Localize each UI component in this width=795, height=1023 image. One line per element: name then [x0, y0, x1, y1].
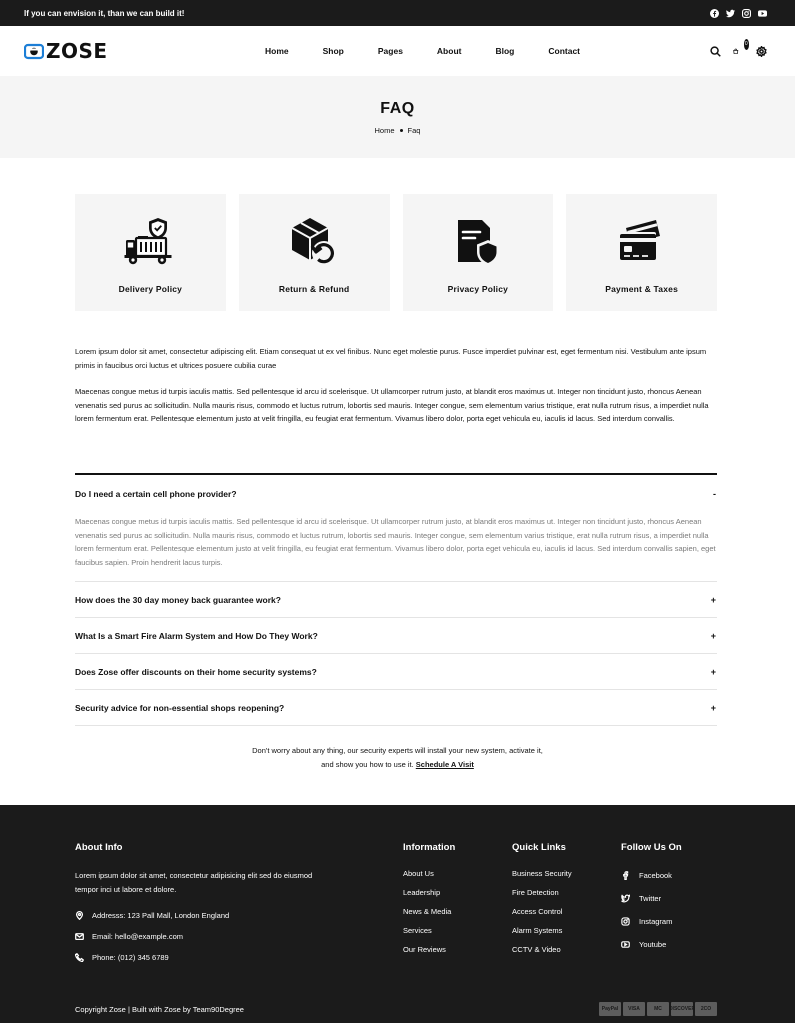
- top-social-links: [710, 9, 767, 18]
- nav-shop[interactable]: Shop: [322, 46, 344, 56]
- faq-question[interactable]: [75, 690, 717, 725]
- cta-text: and show you how to use it.: [321, 760, 414, 769]
- cta-line: [0, 758, 795, 772]
- site-header: [0, 26, 795, 76]
- footer-link-news-media[interactable]: News & Media: [403, 907, 452, 916]
- twitter-icon[interactable]: [726, 9, 735, 18]
- social-label: Facebook: [639, 870, 672, 880]
- intro-paragraph: Maecenas congue metus id turpis iaculis mattis. Sed pellentesque id arcu id scelerisque. Ut ullamcorper rutrum justo, at blandit eros maximus ut. Integer non tincidunt justo, rhoncus Aenean venenatis sed purus ac sollicitudin. Nulla mauris risus, commodo et luctus rutrum, lobortis sed mauris. Integer congue, sem elementum varius tristique, erat nulla rutrum risus, a imperdiet nulla lorem fermentum erat. Pellentesque elementum justo at velit fringilla, eu feugiat erat fermentum. Vivamus libero dolor, porta eget vehicula eu, iaculis id lacus. Sed interdum convallis.: [75, 387, 709, 423]
- page-title-banner: [0, 76, 795, 158]
- card-delivery-policy[interactable]: [75, 194, 226, 311]
- card-privacy-policy[interactable]: [403, 194, 554, 311]
- nav-home[interactable]: Home: [265, 46, 289, 56]
- footer-twitter-link[interactable]: [621, 892, 682, 904]
- intro-paragraph: Lorem ipsum dolor sit amet, consectetur adipiscing elit. Etiam consequat ut ex vel finibus. Nunc eget molestie purus. Fusce imperdiet pulvinar est, eget fermentum nisi. Vestibulum ante ipsum primis in faucibus orci luctus et ultrices posuere cubilia curae: [75, 347, 707, 370]
- footer-quick-links: [512, 842, 572, 964]
- footer-about-text: Lorem ipsum dolor sit amet, consectetur adipisicing elit sed do eiusmod tempor inci ut labore et dolore.: [75, 871, 313, 894]
- social-label: Twitter: [639, 893, 662, 903]
- address-row: [75, 910, 315, 921]
- expand-icon[interactable]: +: [710, 594, 716, 605]
- footer-link-business-security[interactable]: Business Security: [512, 869, 572, 878]
- instagram-icon: [621, 917, 630, 926]
- credit-card-icon: [616, 216, 668, 268]
- faq-question-text: Does Zose offer discounts on their home security systems?: [75, 666, 317, 677]
- social-label: Youtube: [639, 939, 667, 949]
- footer-heading: Follow Us On: [621, 842, 682, 853]
- page-title: FAQ: [380, 100, 415, 117]
- footer-link-about-us[interactable]: About Us: [403, 869, 434, 878]
- phone-icon: [75, 953, 84, 962]
- schedule-cta: [0, 744, 795, 772]
- faq-question-text: What Is a Smart Fire Alarm System and How Do They Work?: [75, 630, 318, 641]
- phone-row: [75, 952, 315, 963]
- youtube-icon[interactable]: [758, 9, 767, 18]
- nav-pages[interactable]: Pages: [377, 46, 403, 56]
- collapse-icon[interactable]: -: [713, 488, 716, 499]
- faq-question[interactable]: [75, 618, 717, 653]
- site-footer: [0, 805, 795, 1023]
- card-label: Privacy Policy: [447, 284, 509, 294]
- top-bar: [0, 0, 795, 26]
- faq-question-text: Do I need a certain cell phone provider?: [75, 488, 237, 499]
- paypal-badge: PayPal: [599, 1002, 621, 1016]
- footer-information: [403, 842, 455, 964]
- expand-icon[interactable]: +: [710, 666, 716, 677]
- faq-item: [75, 475, 717, 582]
- breadcrumb-home[interactable]: Home: [374, 126, 395, 135]
- search-icon[interactable]: [710, 46, 721, 57]
- footer-instagram-link[interactable]: [621, 915, 682, 927]
- card-label: Delivery Policy: [118, 284, 183, 294]
- privacy-shield-icon: [452, 216, 504, 268]
- footer-about: [75, 842, 315, 973]
- footer-link-leadership[interactable]: Leadership: [403, 888, 441, 897]
- nav-about[interactable]: About: [436, 46, 462, 56]
- footer-link-access-control[interactable]: Access Control: [512, 907, 563, 916]
- cart-icon[interactable]: [733, 41, 748, 57]
- discover-badge: DISCOVER: [671, 1002, 693, 1016]
- faq-item: [75, 654, 717, 690]
- card-label: Payment & Taxes: [605, 284, 678, 294]
- breadcrumb-separator: [400, 129, 403, 132]
- card-return-refund[interactable]: [239, 194, 390, 311]
- nav-blog[interactable]: Blog: [495, 46, 515, 56]
- payment-methods: [599, 1002, 717, 1016]
- faq-question-text: Security advice for non-essential shops reopening?: [75, 702, 285, 713]
- faq-item: [75, 618, 717, 654]
- faq-accordion: [75, 473, 717, 726]
- logo-text: ZOSE: [46, 39, 108, 63]
- faq-question[interactable]: [75, 475, 717, 512]
- logo-mark-icon: [24, 41, 44, 61]
- email-row: [75, 931, 315, 942]
- faq-question[interactable]: [75, 654, 717, 689]
- return-box-icon: [288, 216, 340, 268]
- footer-heading: Information: [403, 842, 456, 853]
- card-payment-taxes[interactable]: [566, 194, 717, 311]
- facebook-icon[interactable]: [710, 9, 719, 18]
- youtube-icon: [621, 940, 630, 949]
- mastercard-badge: MC: [647, 1002, 669, 1016]
- social-label: Instagram: [639, 916, 673, 926]
- cart-count-badge: 0: [744, 39, 750, 50]
- policy-cards: [75, 194, 717, 311]
- footer-facebook-link[interactable]: [621, 869, 682, 881]
- copyright-text: Copyright Zose | Built with Zose by Team90Degree: [75, 1005, 244, 1014]
- breadcrumb: [0, 126, 795, 135]
- schedule-visit-link[interactable]: Schedule A Visit: [415, 760, 474, 769]
- instagram-icon[interactable]: [742, 9, 751, 18]
- 2co-badge: 2CO: [695, 1002, 717, 1016]
- footer-heading: About Info: [75, 842, 123, 853]
- footer-link-our-reviews[interactable]: Our Reviews: [403, 945, 446, 954]
- facebook-icon: [621, 871, 630, 880]
- expand-icon[interactable]: +: [710, 702, 716, 713]
- faq-intro: [75, 345, 718, 426]
- breadcrumb-current: Faq: [407, 126, 421, 135]
- delivery-truck-icon: [124, 216, 176, 268]
- footer-heading: Quick Links: [512, 842, 566, 853]
- footer-follow: [621, 842, 682, 961]
- cta-line: Don't worry about any thing, our security experts will install your new system, activate it,: [252, 746, 543, 755]
- main-nav: [265, 26, 614, 76]
- address-text: Addresss: 123 Pall Mall, London England: [92, 911, 230, 920]
- footer-link-fire-detection[interactable]: Fire Detection: [512, 888, 559, 897]
- tagline: If you can envision it, than we can build it!: [24, 8, 185, 18]
- card-label: Return & Refund: [278, 284, 350, 294]
- twitter-icon: [621, 894, 630, 903]
- footer-link-services[interactable]: Services: [403, 926, 432, 935]
- phone-text[interactable]: Phone: (012) 345 6789: [92, 953, 169, 962]
- faq-item: [75, 690, 717, 726]
- header-actions: [710, 41, 767, 57]
- footer-link-alarm-systems[interactable]: Alarm Systems: [512, 926, 563, 935]
- location-pin-icon: [75, 911, 84, 920]
- visa-badge: VISA: [623, 1002, 645, 1016]
- mail-icon: [75, 932, 84, 941]
- expand-icon[interactable]: +: [710, 630, 716, 641]
- faq-question-text: How does the 30 day money back guarantee work?: [75, 594, 281, 605]
- faq-question[interactable]: [75, 582, 717, 617]
- site-logo[interactable]: [24, 39, 108, 63]
- faq-item: [75, 582, 717, 618]
- gear-icon[interactable]: [756, 46, 767, 57]
- email-text[interactable]: Email: hello@example.com: [92, 932, 183, 941]
- footer-contact: [75, 910, 315, 963]
- nav-contact[interactable]: Contact: [548, 46, 580, 56]
- footer-link-cctv-video[interactable]: CCTV & Video: [512, 945, 561, 954]
- footer-youtube-link[interactable]: [621, 938, 682, 950]
- faq-answer: Maecenas congue metus id turpis iaculis mattis. Sed pellentesque id arcu id scelerisque. Ut ullamcorper rutrum justo, at blandit eros maximus ut. Integer non tincidunt justo, rhoncus Aenean venenatis sed purus ac sollicitudin. Nulla mauris risus, commodo et luctus rutrum, lobortis sed mauris. Integer congue, sem elementum varius tristique, erat nulla rutrum risus, a imperdiet nulla lorem fermentum erat. Pellentesque elementum justo at velit fringilla, eu feugiat erat fermentum. Vivamus libero dolor, porta eget vehicula eu, iaculis id lacus. Sed interdum convallis sapien, eget faucibus sapien. Proin hendrerit lacus turpis.: [75, 517, 716, 567]
